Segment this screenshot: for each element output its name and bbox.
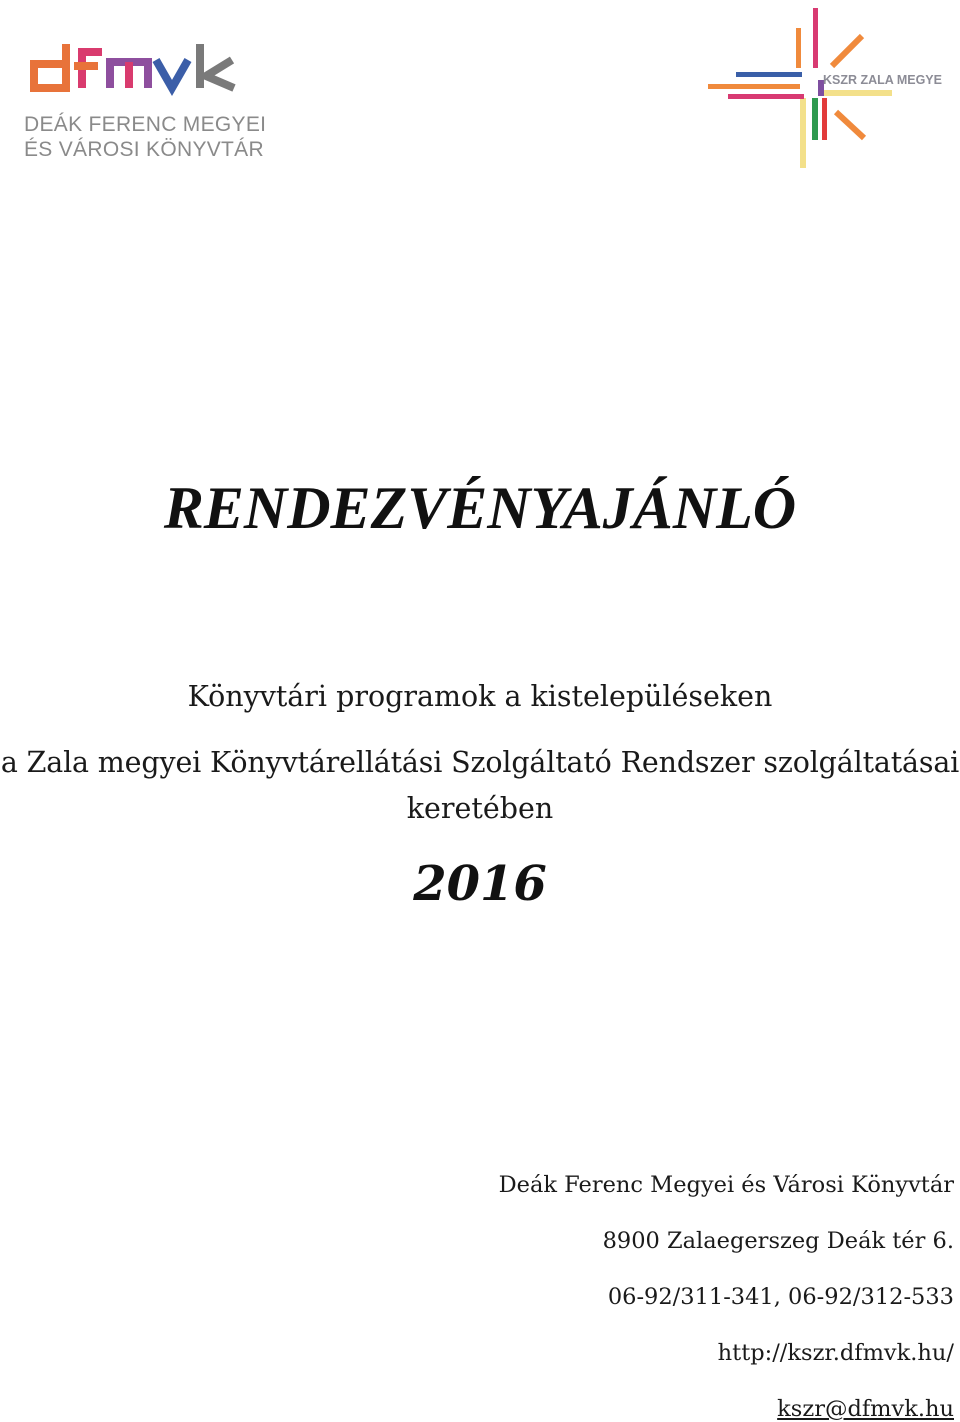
kszr-label: KSZR ZALA MEGYE — [823, 73, 942, 87]
dfmvk-wordmark-icon — [22, 38, 252, 100]
postal-address: 8900 Zalaegerszeg Deák tér 6. — [602, 1228, 954, 1254]
logo-line-1: DEÁK FERENC MEGYEI — [24, 113, 267, 136]
email-link[interactable]: kszr@dfmvk.hu — [777, 1396, 954, 1422]
kszr-logo — [700, 6, 950, 171]
website-link[interactable]: http://kszr.dfmvk.hu/ — [717, 1340, 954, 1366]
subtitle-3: keretében — [406, 792, 554, 825]
subtitle-1: Könyvtári programok a kistelepüléseken — [187, 680, 773, 713]
subtitle-2: a Zala megyei Könyvtárellátási Szolgáltató Rendszer szolgáltatásai — [0, 746, 960, 779]
logo-line-2: ÉS VÁROSI KÖNYVTÁR — [24, 138, 264, 161]
document-title: RENDEZVÉNYAJÁNLÓ — [163, 475, 797, 541]
document-year: 2016 — [413, 856, 547, 912]
kszr-burst-icon — [700, 6, 950, 171]
dfmvk-logo — [22, 38, 267, 168]
phone-numbers: 06-92/311-341, 06-92/312-533 — [607, 1284, 954, 1310]
institution-name: Deák Ferenc Megyei és Városi Könyvtár — [498, 1172, 954, 1198]
